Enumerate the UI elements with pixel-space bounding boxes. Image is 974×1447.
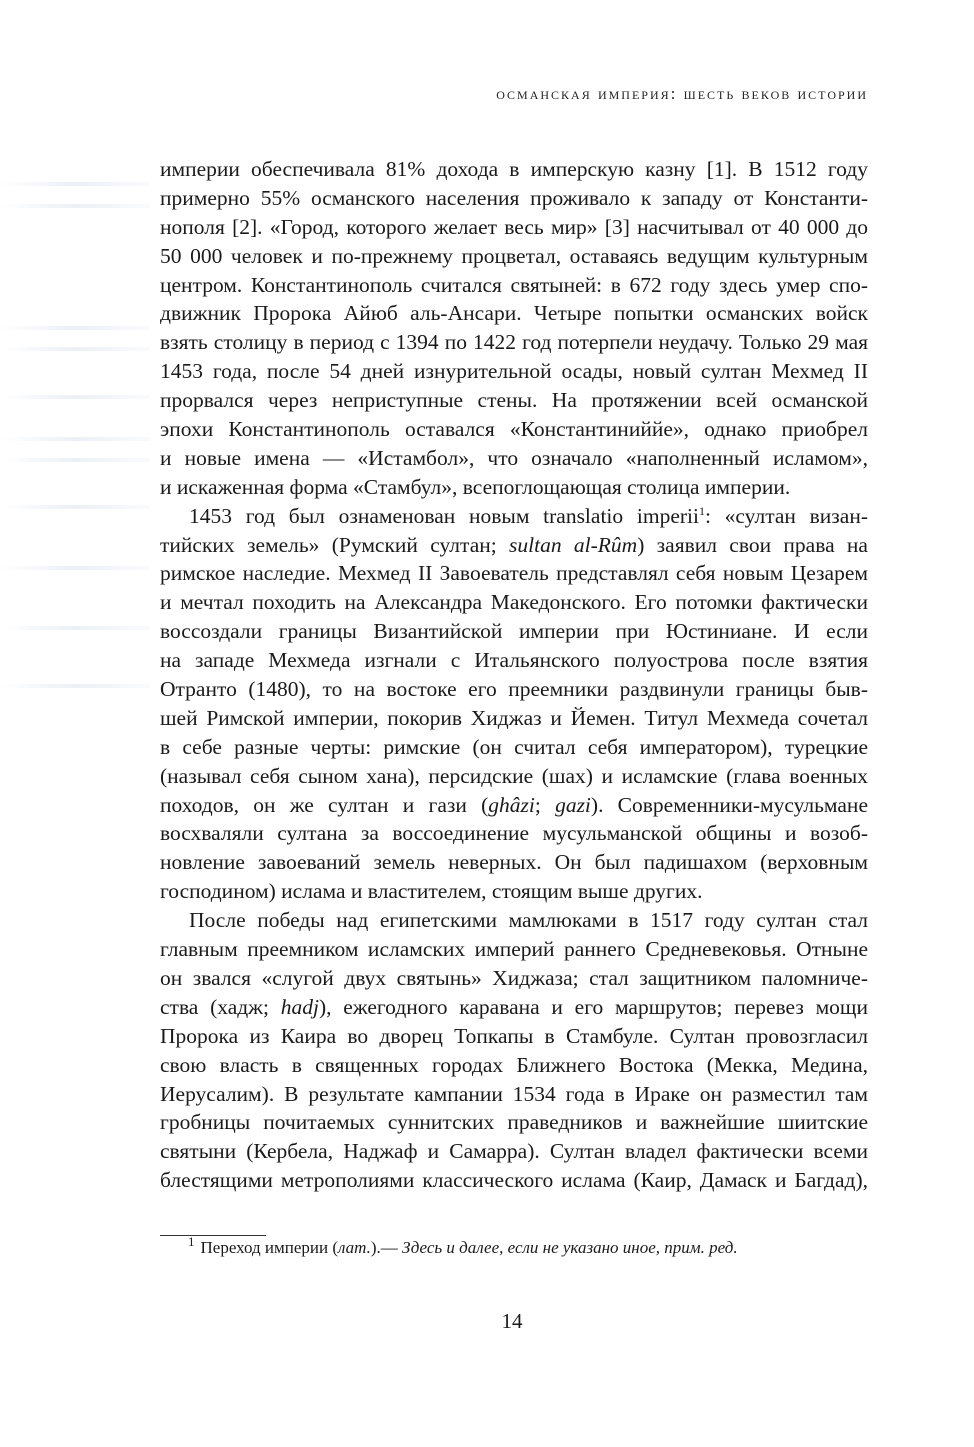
italic-term: hadj: [280, 994, 319, 1019]
text-line: в себе разные черты: римские (он считал себя императором), турецкие: [160, 734, 868, 759]
text-line: блестящими метрополиями классического ислама (Каир, Дамаск и Багдад),: [160, 1168, 868, 1193]
bleed-through-mark: [0, 347, 150, 351]
text-line: Отранто (1480), то на востоке его преемники раздвинули границы быв-: [160, 677, 868, 702]
text-line: [160, 531, 868, 560]
italic-term: ghâzi: [488, 792, 535, 817]
italic-term: sultan al-Rûm: [509, 532, 638, 557]
text-line: 1453 года, после 54 дней изнурительной осады, новый султан Мехмед II: [160, 359, 868, 384]
text-segment: ) заявил свои права на: [637, 532, 868, 557]
text-line: воссоздали границы Византийской империи при Юстиниане. И если: [160, 619, 868, 644]
text-line: империи обеспечивала 81% дохода в имперскую казну [1]. В 1512 году: [160, 157, 868, 181]
text-line: римское наследие. Мехмед II Завоеватель представлял себя новым Цезарем: [160, 561, 868, 586]
text-line: шей Римской империи, покорив Хиджаз и Йемен. Титул Мехмеда сочетал: [160, 705, 868, 730]
footnote-divider: [160, 1235, 266, 1236]
bleed-through-mark: [0, 458, 150, 462]
text-segment: походов, он же султан и гази (: [160, 792, 489, 817]
text-line: восхваляли султана за воссоединение мусульманской общины и возоб-: [160, 821, 868, 846]
text-line: [160, 993, 868, 1022]
bleed-through-mark: [0, 505, 150, 509]
text-segment: тийских земель» (Румский султан;: [160, 532, 510, 557]
text-line: свою власть в священных городах Ближнего Востока (Мекка, Медина,: [160, 1052, 868, 1077]
text-line: [160, 791, 868, 820]
bleed-through-mark: [0, 566, 150, 570]
text-line: и новые имена — «Истамбол», что означало «наполненный исламом»,: [160, 445, 868, 470]
bleed-through-mark: [0, 204, 150, 208]
text-line: Иерусалим). В результате кампании 1534 года в Ираке он разместил там: [160, 1081, 868, 1106]
footnote: 1 Переход империи (лат.).— Здесь и далее, если не указано иное, прим. ред.: [188, 1234, 738, 1257]
footnote-reference: 1: [698, 503, 705, 518]
bleed-through-mark: [0, 684, 150, 688]
text-segment: 1453 год был ознаменован новым translatio imperii: [189, 503, 699, 528]
text-line: (называл себя сыном хана), персидские (шах) и исламские (глава военных: [160, 763, 868, 788]
main-text: [160, 155, 868, 1195]
text-segment: ;: [534, 792, 556, 817]
text-line: 50 000 человек и по-прежнему процветал, оставаясь ведущим культурным: [160, 243, 868, 268]
text-line: примерно 55% османского населения проживало к западу от Константи-: [160, 185, 868, 210]
text-line: После победы над египетскими мамлюками в 1517 году султан стал: [189, 908, 868, 933]
footnote-text: ).—: [370, 1238, 403, 1257]
text-segment: ). Современники-мусульмане: [590, 792, 868, 817]
bleed-through-mark: [0, 626, 150, 630]
text-line: главным преемником исламских империй раннего Средневековья. Отныне: [160, 937, 868, 962]
bleed-through-mark: [0, 395, 150, 399]
text-line: новление завоеваний земель неверных. Он был падишахом (верховным: [160, 850, 868, 875]
footnote-italic: Здесь и далее, если не указано иное, прим. ред.: [402, 1238, 738, 1257]
footnote-italic: лат.: [338, 1238, 371, 1257]
text-line: нополя [2]. «Город, которого желает весь мир» [3] насчитывал от 40 000 до: [160, 214, 868, 239]
text-line: святыни (Кербела, Наджаф и Самарра). Султан владел фактически всеми: [160, 1139, 868, 1164]
text-line: центром. Константинополь считался святыней: в 672 году здесь умер спо-: [160, 272, 868, 297]
text-line: [160, 502, 868, 531]
text-line: эпохи Константинополь оставался «Константиниййе», однако приобрел: [160, 417, 868, 442]
text-line: на западе Мехмеда изгнали с Итальянского полуострова после взятия: [160, 648, 868, 673]
text-line: и мечтал походить на Александра Македонского. Его потомки фактически: [160, 590, 868, 615]
text-line: гробницы почитаемых суннитских праведников и важнейшие шиитские: [160, 1110, 868, 1135]
footnote-text: Переход империи (: [200, 1238, 339, 1257]
text-segment: : «султан визан-: [704, 503, 868, 528]
text-segment: ства (хадж;: [160, 994, 281, 1019]
text-segment: ), ежегодного каравана и его маршрутов; перевез мощи: [318, 994, 868, 1019]
text-line: движник Пророка Айюб аль-Ансари. Четыре попытки османских войск: [160, 301, 868, 326]
text-line: и искаженная форма «Стамбул», всепоглощающая столица империи.: [160, 474, 791, 499]
text-line: он звался «слугой двух святынь» Хиджаза; стал защитником паломниче-: [160, 965, 868, 990]
page-number: 14: [501, 1309, 523, 1333]
text-line: взять столицу в период с 1394 по 1422 год потерпели неудачу. Только 29 мая: [160, 330, 868, 355]
text-line: Пророка из Каира во дворец Топкапы в Стамбуле. Султан провозгласил: [160, 1023, 868, 1048]
bleed-through-mark: [0, 326, 150, 330]
text-line: господином) ислама и властителем, стоящим выше других.: [160, 879, 703, 904]
running-header: османская империя: шесть веков истории: [496, 84, 868, 103]
bleed-through-mark: [0, 182, 150, 186]
text-line: прорвался через неприступные стены. На протяжении всей османской: [160, 388, 868, 413]
italic-term: gazi: [555, 792, 591, 817]
bleed-through-mark: [0, 437, 150, 441]
